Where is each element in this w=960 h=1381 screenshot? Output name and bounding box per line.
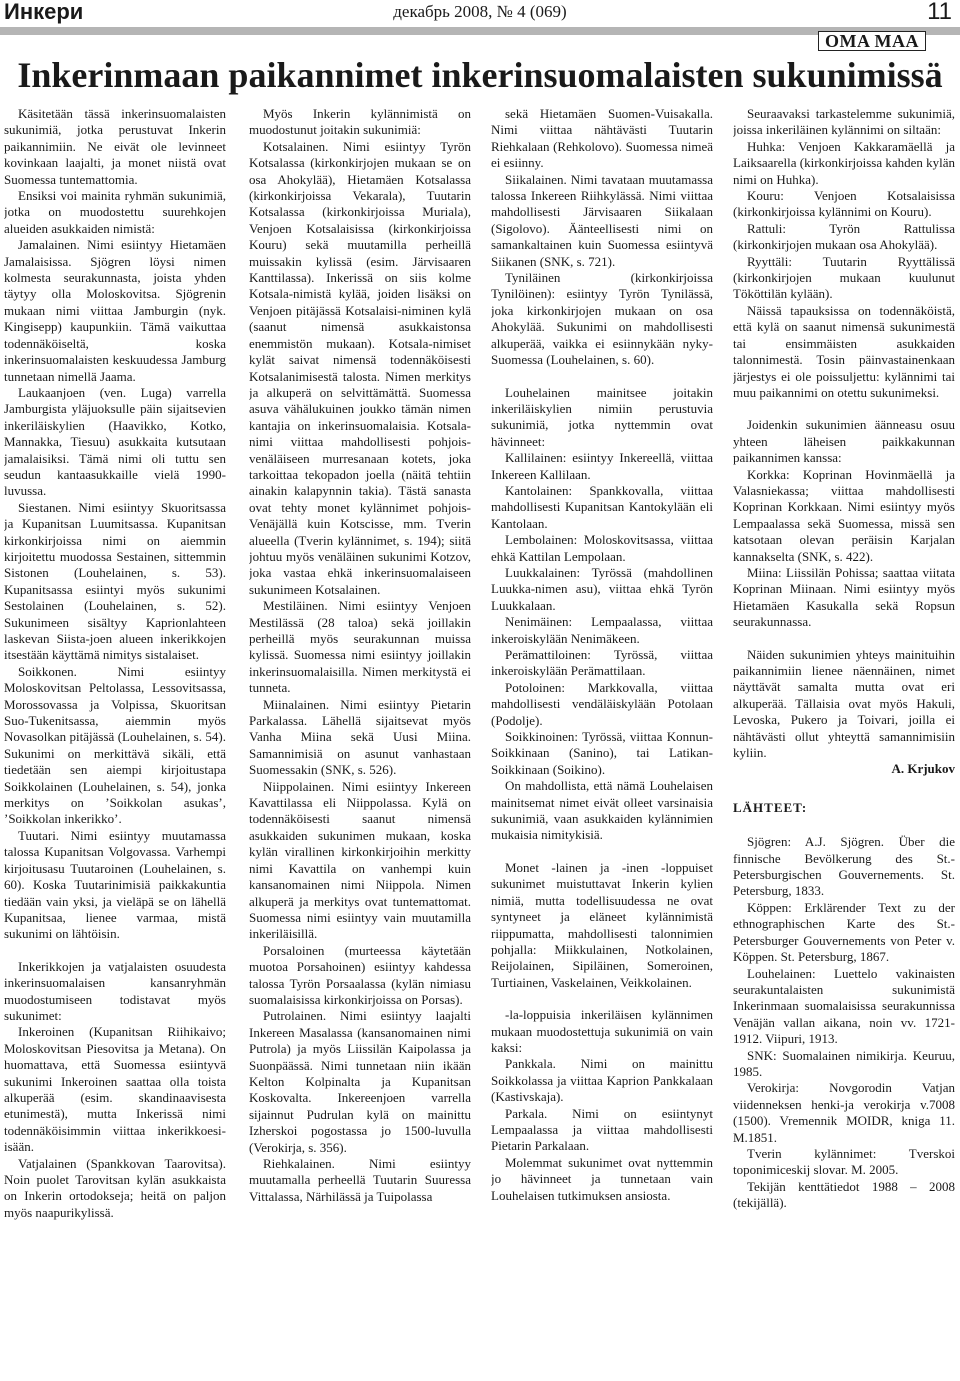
paragraph: Vatjalainen (Spankkovan Taarovitsa). Noin puolet Tarovitsan kylän asukkaista on Inkerin ortodokseja; heitä on paljon myös naapurikylissä. (4, 1155, 226, 1220)
paragraph: sekä Hietamäen Suomen-Vuisakalla. Nimi viittaa nähtävästi Tuutarin Riehkalaan (Rehkolovo). Suomessa nimeä ei esiinny. (491, 106, 713, 171)
paragraph: Soikkonen. Nimi esiintyy Moloskovitsan Peltolassa, Lessovitsassa, Morossovassa ja Volpissa, Skuoritsan Suo-Tukenitsassa, aiemmin myös Novasolkan pitäjässä (Louhelainen, s. 54). Sukunimi on merkittävä sikäli, että tiedetään sen aiempi kirjoitustapa Soikkolainen (Louhelainen, s. 54), jonka merkitys on ’Soikkolan asukas’, ’Soikkolan inkerikko’. (4, 663, 226, 827)
paragraph: Ryyttäli: Tuutarin Ryyttälissä (kirkonkirjojen mukaan kuulunut Tököttilän kylään). (733, 253, 955, 302)
paragraph: Porsaloinen (murteessa käytetään muotoa Porsahoinen) esiintyy kahdessa talossa Tyrön Porsaalassa (kylän nimiasu suomalaisissa kirkonkirjoissa on Porsas). (249, 942, 471, 1007)
issue-info: декабрь 2008, № 4 (069) (393, 2, 567, 21)
column-4 (733, 106, 955, 1376)
paragraph: Kouru: Venjoen Kotsalaisissa (kirkonkirjoissa kylännimi on Kouru). (733, 188, 955, 220)
paragraph: Korkka: Koprinan Hovinmäellä ja Valasniekassa; viittaa mahdollisesti Koprinan Korkkaan. Nimi esiintyy myös Lempaalassa sekä Suomessa, missä sen katsotaan olevan peräisin Karjalan kannakselta (SNK, s. 422). (733, 466, 955, 564)
paragraph: Potoloinen: Markkovalla, viittaa mahdollisesti vendäläiskylään Potolaan (Podolje). (491, 679, 713, 728)
page-header (0, 0, 960, 32)
author-signature: A. Krjukov (891, 761, 955, 777)
source-entry: Tverin kylännimet: Tverskoi toponimiceskij slovar. M. 2005. (733, 1145, 955, 1178)
section-label: OMA MAA (818, 31, 926, 51)
source-entry: Verokirja: Novgorodin Vatjan viidenneksen henki-ja verokirja v.7008 (1500). Vremennik MOIDR, kniga 11. M.1851. (733, 1080, 955, 1145)
paragraph: Soikkinoinen: Tyrössä, viittaa Konnun-Soikkinaan (Sanino), tai Latikan-Soikkinaan (Soikino). (491, 729, 713, 777)
paragraph: Laukaanjoen (ven. Luga) varrella Jamburgista yläjuoksulle päin sijaitsevien inkeriläiskylien (Haavikko, Kotko, Mannakka, Tiesuu) asukkaita kutsutaan jamalaisiksi. Tämä nimi oli tuttu sen seudun kantaasukkaille vielä 1990-luvussa. (4, 384, 226, 499)
source-entry: SNK: Suomalainen nimikirja. Keuruu, 1985. (733, 1047, 955, 1079)
paragraph: Siestanen. Nimi esiintyy Skuoritsassa ja Kupanitsan Luumitsassa. Kupanitsan kirkonkirjoissa nimi on aiemmin kirjoitettu muodossa Sestainen, sittemmin Sistonen (Louhelainen, s. 53). Kupanitsassa esiintyi myös sukunimi Sestolainen (Louhelainen, s. 52). Sukunimeen sisältyy Kaprionlahteen laskevan Siista-joen alueen inkerikkojen itsestään käyttämä nimitys sistalaiset. (4, 499, 226, 663)
paragraph: Putrolainen. Nimi esiintyy laajalti Inkereen Masalassa (kansanomainen nimi Putrola) ja myös Liissilän Kaipolassa ja Suonpäässä. Nimi tunnetaan niin ikään Kelton Kolpinalta ja Kupanitsan Koskovalta. Inkereenjoen varrella sijainnut Pudrulan kylä on mainittu Izherskoi pogostassa jo 1500-luvulla (Verokirja, s. 356). (249, 1008, 471, 1155)
paragraph: Kallilainen: esiintyy Inkereellä, viittaa Inkereen Kallilaan. (491, 450, 713, 482)
paragraph: Perämattiloinen: Tyrössä, viittaa inkeroiskylään Perämattilaan. (491, 647, 713, 679)
paragraph: Molemmat sukunimet ovat nyttemmin jo hävinneet ja tunnetaan vain Louhelaisen tutkimuksen ansiosta. (491, 1154, 713, 1203)
column-3 (491, 106, 713, 1376)
header-rule (0, 27, 960, 35)
paragraph: Luukkalainen: Tyrössä (mahdollinen Luukka-nimen asu), viittaa ehkä Tyrön Luukkalaan. (491, 564, 713, 613)
paragraph: -la-loppuisia inkeriläisen kylännimen mukaan muodostettuja sukunimiä on vain kaksi: (491, 1007, 713, 1055)
paragraph: Myös Inkerin kylännimistä on muodostunut joitakin sukunimiä: (249, 106, 471, 138)
paragraph: Inkeroinen (Kupanitsan Riihikaivo; Moloskovitsan Piesovitsa ja Metana). On huomattava, että Suomessa esiintyvä sukunimi Inkeroinen saattaa olla toista alkuperää (esim. skandinaavisesta etunimestä), mutta Inkerissä nimi todennäköisimmin viittaa inkerikkoesi-isään. (4, 1024, 226, 1155)
article-headline: Inkerinmaan paikannimet inkerinsuomalaisten sukunimissä (17, 55, 943, 95)
paragraph: Joidenkin sukunimien äänneasu osuu yhteen läheisen paikkakunnan paikannimen kanssa: (733, 417, 955, 466)
paragraph: Näiden sukunimien yhteys mainituihin paikannimiin lienee näennäinen, nimet näyttävät samalta mutta ovat eri alkuperää. Tällaisia ovat myös Hakuli, Levoska, Pukero ja Toivari, joilla ei nähtävästi ollut yhteyttä samannimisiin kyliin. (733, 646, 955, 761)
paragraph: Kantolainen: Spankkovalla, viittaa mahdollisesti Kupanitsan Kantokylään eli Kantolaan. (491, 482, 713, 531)
paragraph: Riehkalainen. Nimi esiintyy muutamalla perheellä Tuutarin Suuressa Vittalassa, Närhilässä ja Tuipolassa (249, 1156, 471, 1204)
paragraph: Louhelainen mainitsee joitakin inkeriläiskylien nimiin perustuvia sukunimiä, jotka nyttemmin ovat hävinneet: (491, 384, 713, 449)
paragraph: Lembolainen: Moloskovitsassa, viittaa ehkä Kattilan Lempolaan. (491, 532, 713, 564)
page-number: 11 (927, 0, 952, 25)
paragraph: Nenimäinen: Lempaalassa, viittaa inkeroiskylään Nenimäkeen. (491, 614, 713, 646)
paragraph: Niippolainen. Nimi esiintyy Inkereen Kavattilassa eli Niippolassa. Kylä on todennäköisesti saanut nimensä asukkaiden sukunimen mukaan, koska kylän virallinen kirkonkirjoihin merkitty nimi Kavattila on vanhempi kuin kansanomainen nimi Niippola. Nimen alkuperä ja merkitys ovat tuntemattomat. Suomessa nimi esiintyy vain muutamilla inkeriläisillä. (249, 778, 471, 942)
paragraph: Käsitetään tässä inkerinsuomalaisten sukunimiä, jotka perustuvat Inkerin paikannimiin. Ne eivät ole levinneet kovinkaan laajalti, ja monet niistä ovat Suomessa tuntemattomia. (4, 106, 226, 187)
paragraph: Tuutari. Nimi esiintyy muutamassa talossa Kupanitsan Volgovassa. Varhempi kirjoitusasu Tuutaroinen (Louhelainen, s. 60). Koska Tuutarinimisiä paikkakuntia tiedään vain yksi, ja vieläpä se on lähellä Kupanitsaa, lienee varmaa, mistä sukunimi on lähtöisin. (4, 827, 226, 942)
source-entry: Tekijän kenttätiedot 1988 – 2008 (tekijällä). (733, 1178, 955, 1211)
newspaper-name: Инкери (4, 0, 84, 24)
column-2 (249, 106, 471, 1376)
paragraph: Ensiksi voi mainita ryhmän sukunimiä, jotka on muodostettu suurehkojen alueiden asukkaiden nimistä: (4, 188, 226, 236)
source-entry: Köppen: Erklärender Text zu der ethnographischen Karte des St.-Petersburger Gouvernements von Peter v. Köppen. St. Petersburg, 1867. (733, 899, 955, 965)
paragraph: Pankkala. Nimi on mainittu Soikkolassa ja viittaa Kaprion Pankkalaan (Kastivskaja). (491, 1056, 713, 1105)
paragraph: Parkala. Nimi on esiintynyt Lempaalassa ja viittaa mahdollisesti Pietarin Parkalaan. (491, 1105, 713, 1154)
paragraph: On mahdollista, että nämä Louhelaisen mainitsemat nimet eivät olleet varsinaisia sukunimiä, vaan asukkaiden kylännimien mukaisia nimitykisiä. (491, 778, 713, 843)
paragraph: Monet -lainen ja -inen -loppuiset sukunimet muistuttavat Inkerin kylien nimiä, mutta todellisuudessa ne ovat syntyneet ja eläneet kylännimistä riippumatta, mahdollisesti talonnimien pohjalla: Miikkulainen, Notkolainen, Reijolainen, Sipiläinen, Someroinen, Turtiainen, Vaskelainen, Veikkolainen. (491, 859, 713, 990)
paragraph: Jamalainen. Nimi esiintyy Hietamäen Jamalaisissa. Sjögren löysi nimen kolmesta seurakunnasta, joista yhden täytyy olla Moloskovitsa. Sjögrenin mukaan nimi viittaa Jamburgin (nyk. Kingisepp) kaupunkiin. Tämä vaikuttaa todennäköiseltä, koska inkerinsuomalaisten keskuudessa Jamburg tunnetaan nimellä Jaama. (4, 237, 226, 384)
paragraph: Näissä tapauksissa on todennäköistä, että kylä on saanut nimensä sukunimestä tai ensimmäisten asukkaiden talonnimestä. Tosin päinvastainenkaan järjestys ei ole poissuljettu: kylännimi tai muu paikannimi on otettu sukunimeksi. (733, 302, 955, 400)
source-entry: Sjögren: A.J. Sjögren. Über die finnische Bevölkerung des St.-Petersburgischen Gouvernements. St. Petersburg, 1833. (733, 834, 955, 899)
paragraph: Miina: Liissilän Pohissa; saattaa viitata Koprinan Miinaan. Nimi esiintyy myös Hietamäen Kasukalla sekä Ropsun seurakunnassa. (733, 564, 955, 630)
paragraph: Tyniläinen (kirkonkirjoissa Tynilöinen): esiintyy Tyrön Tynilässä, joka kirkonkirjojen mukaan on osa Ahokylää. Sukunimi on mahdollisesti alkuperää, vaikka ei esiinnykään nyky-Suomessa (Louhelainen, s. 60). (491, 270, 713, 368)
paragraph: Inkerikkojen ja vatjalaisten osuudesta inkerinsuomalaisen kansanryhmän muodostumiseen todistavat myös sukunimet: (4, 958, 226, 1023)
source-entry: Louhelainen: Luettelo vakinaisten seurakuntalaisten sukunimistä Inkerinmaan suomalaisissa seurakunnissa Venäjän vallan aikana, noin vv. 1721-1912. Viipuri, 1913. (733, 965, 955, 1047)
sources-heading: LÄHTEET: (733, 799, 808, 815)
paragraph: Kotsalainen. Nimi esiintyy Tyrön Kotsalassa (kirkonkirjojen mukaan se on osa Ahokylää), Hietamäen Kotsalassa (kirkonkirjoissa Vekarala), Tuutarin Kotsalassa (kirkonkirjoissa Muriala), Venjoen Kotsalaisissa (kirkonkirjoissa Kouru) sekä muutamilla perheillä muissakin kylissä (esim. Järvisaaren Kanttilassa). Inkerissä on siis kolme Kotsala-nimistä kylää, joiden lisäksi on Venjoen pitäjässä Kotsalaisi-niminen kylä (saanut nimensä asukkaistonsa enemmistön mukaan). Kotsala-nimiset kylät saivat nimensä todennäköisesti Kotsalanimisestä talosta. Nimen merkitys ja alkuperä on selvittämättä. Suomessa asuva vähälukuinen joukko tämän nimen kantajia on inkerinsuomalaisia. Kotsala-nimi viittaa mahdollisesti pohjois-venäläiseen murresanaan kotets, joka tarkoittaa tekopadon joella (näitä tehtiin ainakin kalapynnin takia). Tästä sanasta ovat tehty monet kylännimet pohjois-Venäjällä kuin Kotscisse, mm. Tverin alueella (Tverin kylännimet, s. 194); siitä johtuu myös venäläinen sukunimi Kotzov, joka vastaa ehkä inkerinsuomalaiseen sukunimeen Kotsalainen. (249, 138, 471, 597)
paragraph: Rattuli: Tyrön Rattulissa (kirkonkirjojen mukaan osa Ahokylää). (733, 220, 955, 253)
paragraph: Siikalainen. Nimi tavataan muutamassa talossa Inkereen Riihkylässä. Nimi viittaa mahdollisesti Järvisaaren Siikalaan (Sigolovo). Äänteellisesti nimi on samankaltainen kuin Suomessa esiintyvä Siikanen (SNK, s. 721). (491, 171, 713, 269)
paragraph: Mestiläinen. Nimi esiintyy Venjoen Mestilässä (28 taloa) sekä joillakin perheillä myös seurakunnan muissa kylissä. Suomessa nimi esiintyy joillakin inkerinsuomalaisilla. Nimen merkitystä ei tunneta. (249, 598, 471, 696)
paragraph: Huhka: Venjoen Kakkaramäellä ja Laiksaarella (kirkonkirjoissa kahden kylän nimi on Huhka). (733, 138, 955, 187)
paragraph: Miinalainen. Nimi esiintyy Pietarin Parkalassa. Lähellä sijaitsevat myös Vanha Miina sekä Uusi Miina. Samannimisiä on asunut vanhastaan Suomessakin (SNK, s. 526). (249, 696, 471, 778)
column-1 (4, 106, 226, 1376)
paragraph: Seuraavaksi tarkastelemme sukunimiä, joissa inkeriläinen kylännimi on siltaän: (733, 106, 955, 138)
